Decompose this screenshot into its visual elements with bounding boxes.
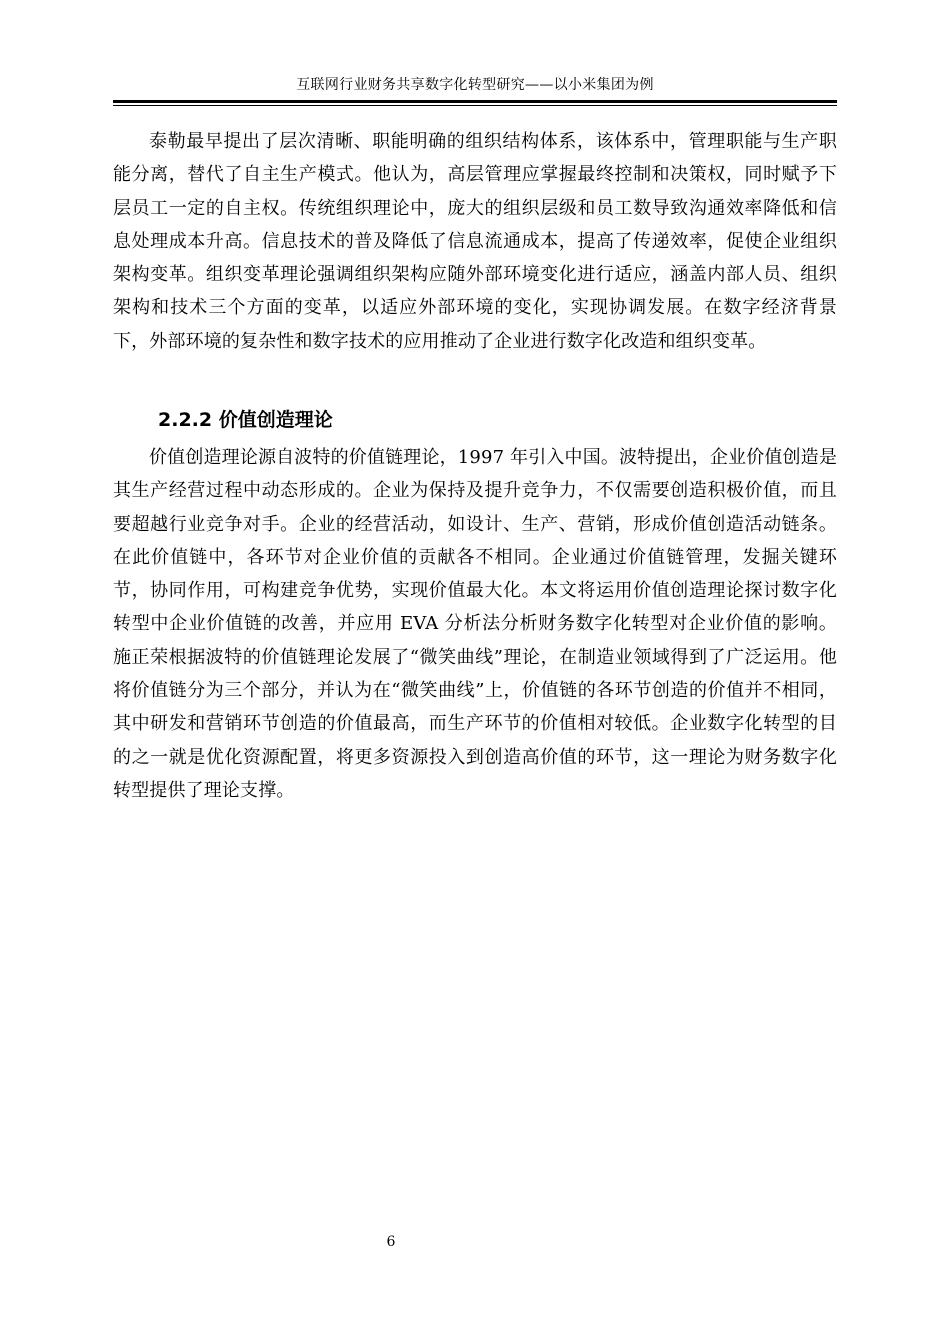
page-number: 6 bbox=[386, 1234, 396, 1250]
running-header-title: 互联网行业财务共享数字化转型研究——以小米集团为例 bbox=[296, 77, 654, 93]
section-heading-value-creation: 2.2.2 价值创造理论 bbox=[158, 409, 333, 431]
body-paragraph-value-creation: 价值创造理论源自波特的价值链理论，1997 年引入中国。波特提出，企业价值创造是其生产经营过程中动态形成的。企业为保持及提升竞争力，不仅需要创造积极价值，而且要超越行业竞争对手。企业的经营活动，如设计、生产、营销，形成价值创造活动链条。在此价值链中，各环节对企业价值的贡献各不相同。企业通过价值链管理，发掘关键环节，协同作用，可构建竞争优势，实现价值最大化。本文将运用价值创造理论探讨数字化转型中企业价值链的改善，并应用 EVA 分析法分析财务数字化转型对企业价值的影响。 施正荣根据波特的价值链理论发展了“微笑曲线”理论，在制造业领域得到了广泛运用。他将价值链分为三个部分，并认为在“微笑曲线”上，价值链的各环节创造的价值并不相同，其中研发和营销环节创造的价值最高，而生产环节的价值相对较低。企业数字化转型的目的之一就是优化资源配置，将更多资源投入到创造高价值的环节，这一理论为财务数字化转型提供了理论支撑。 bbox=[113, 447, 837, 801]
header-rule-thin bbox=[113, 105, 837, 106]
header-rule-thick bbox=[113, 100, 837, 103]
body-paragraph-organization-theory: 泰勒最早提出了层次清晰、职能明确的组织结构体系，该体系中，管理职能与生产职能分离，替代了自主生产模式。他认为，高层管理应掌握最终控制和决策权，同时赋予下层员工一定的自主权。传统组织理论中，庞大的组织层级和员工数导致沟通效率降低和信息处理成本升高。信息技术的普及降低了信息流通成本，提高了传递效率，促使企业组织架构变革。组织变革理论强调组织架构应随外部环境变化进行适应，涵盖内部人员、组织架构和技术三个方面的变革，以适应外部环境的变化，实现协调发展。在数字经济背景下，外部环境的复杂性和数字技术的应用推动了企业进行数字化改造和组织变革。 bbox=[113, 131, 837, 352]
